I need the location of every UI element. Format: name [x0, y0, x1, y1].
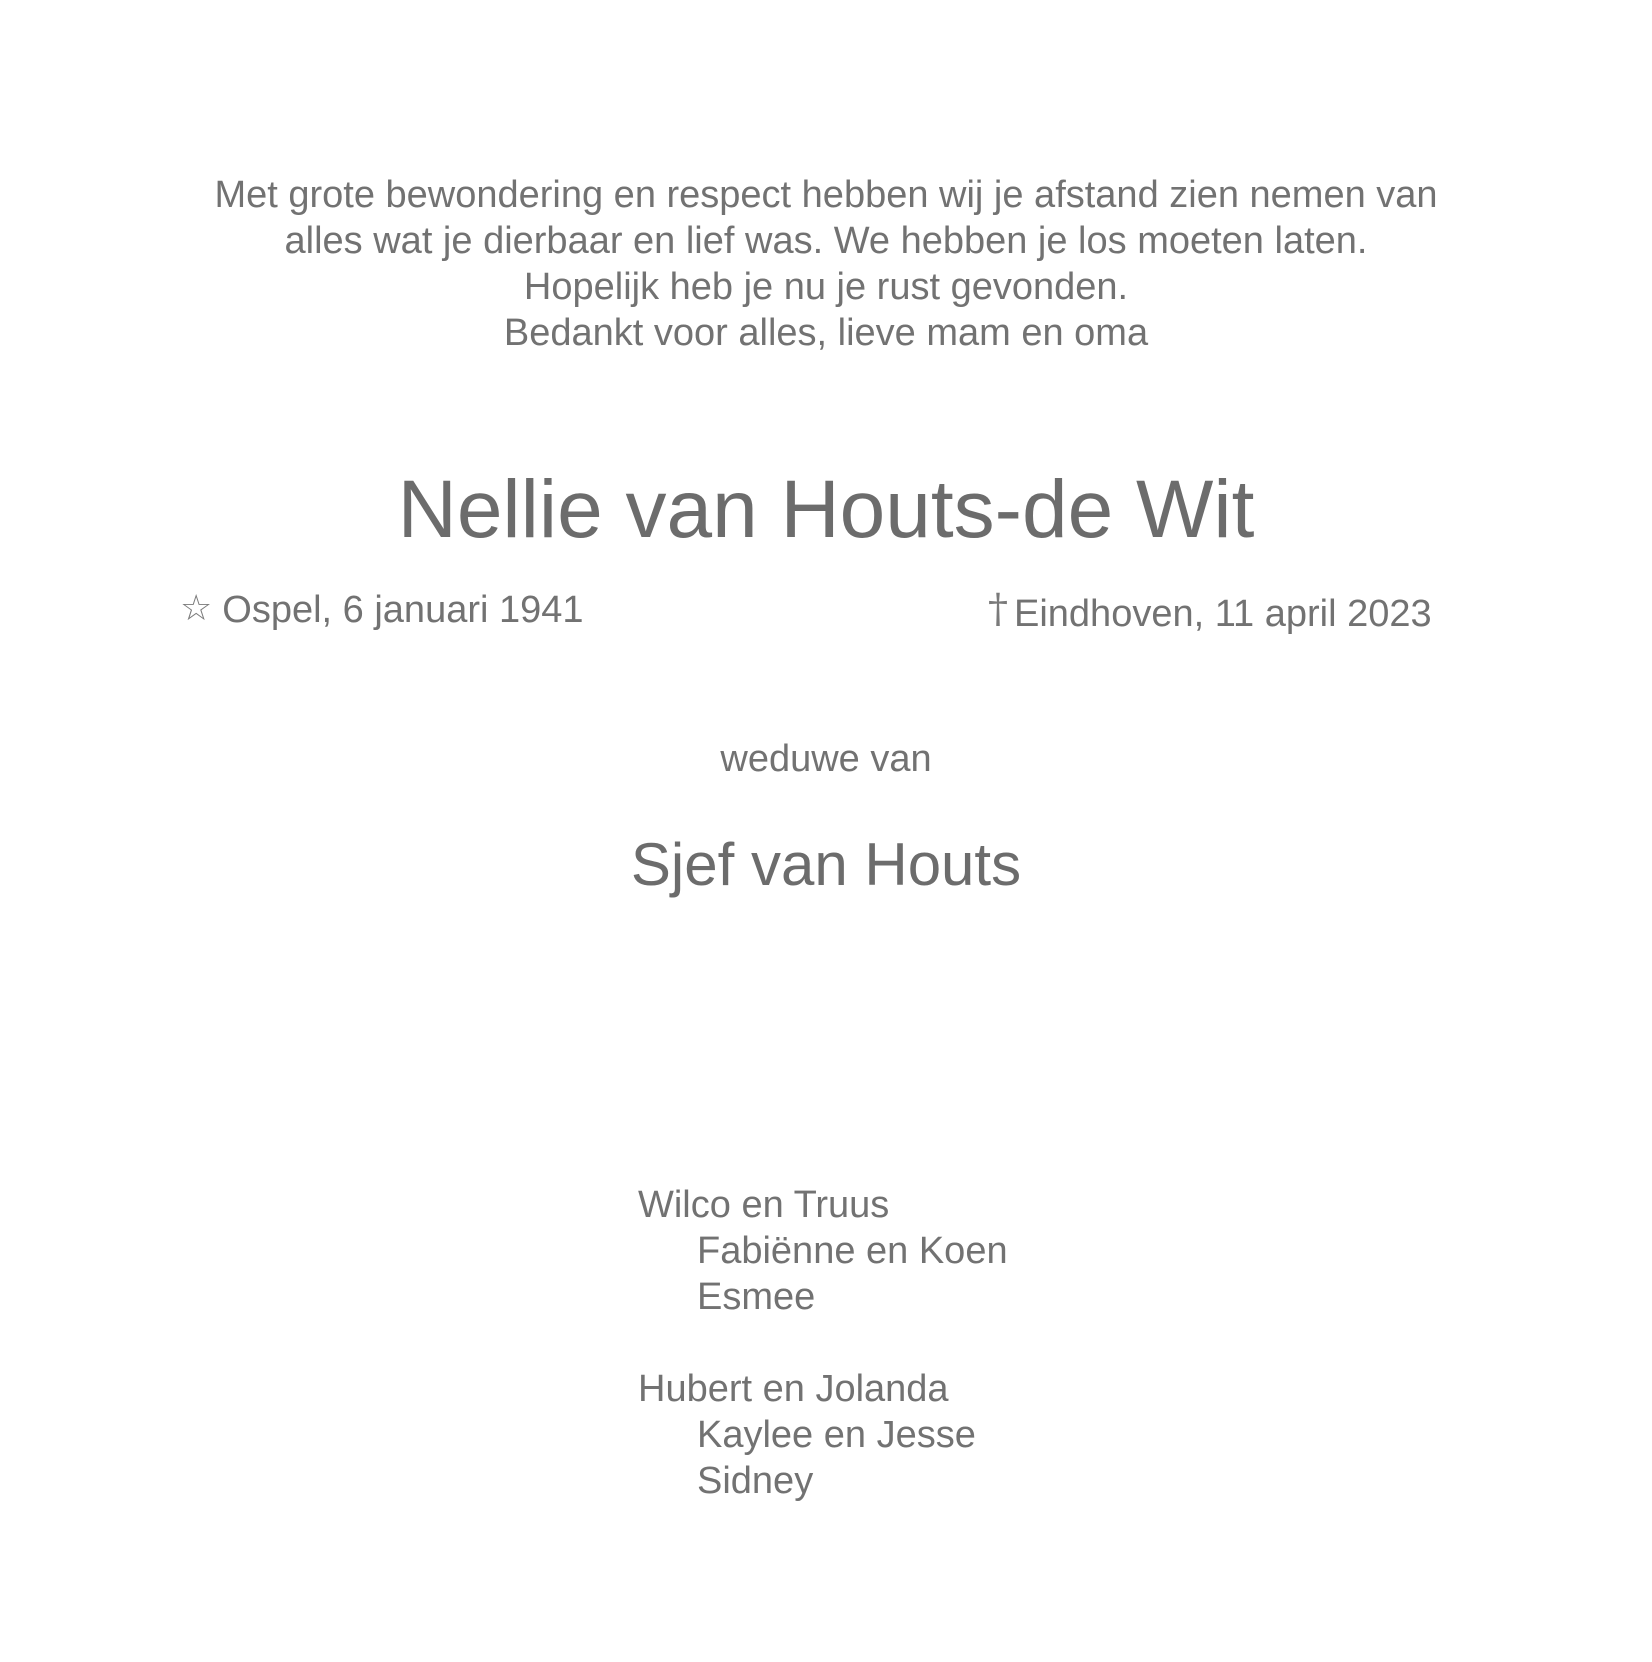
death-place-date: Eindhoven, 11 april 2023: [1014, 593, 1432, 635]
poem-line: Hopelijk heb je nu je rust gevonden.: [523, 266, 1129, 308]
poem-line: Met grote bewondering en respect hebben wij je afstand zien nemen van: [214, 174, 1438, 216]
family-child: Sidney: [697, 1460, 814, 1502]
family-group: [638, 1182, 1008, 1320]
death-info: [988, 586, 1432, 637]
memorial-poem: [0, 172, 1652, 356]
birth-info: [180, 586, 584, 633]
family-child: Kaylee en Jesse: [697, 1414, 976, 1456]
family-parent: Wilco en Truus: [638, 1184, 890, 1226]
star-icon: ☆: [180, 588, 213, 629]
family-child: Fabiënne en Koen: [697, 1230, 1008, 1272]
family-group: [638, 1366, 1008, 1504]
poem-line: Bedankt voor alles, lieve mam en oma: [503, 312, 1149, 354]
relation-label: weduwe van: [720, 738, 932, 780]
family-child: Esmee: [697, 1276, 816, 1318]
poem-line: alles wat je dierbaar en lief was. We hebben je los moeten laten.: [284, 220, 1368, 262]
family-parent: Hubert en Jolanda: [638, 1368, 949, 1410]
deceased-name: Nellie van Houts-de Wit: [397, 464, 1255, 555]
family-list: [638, 1182, 1008, 1550]
cross-icon: †: [988, 586, 1008, 632]
birth-place-date: Ospel, 6 januari 1941: [222, 589, 584, 631]
spouse-name: Sjef van Houts: [630, 831, 1022, 898]
